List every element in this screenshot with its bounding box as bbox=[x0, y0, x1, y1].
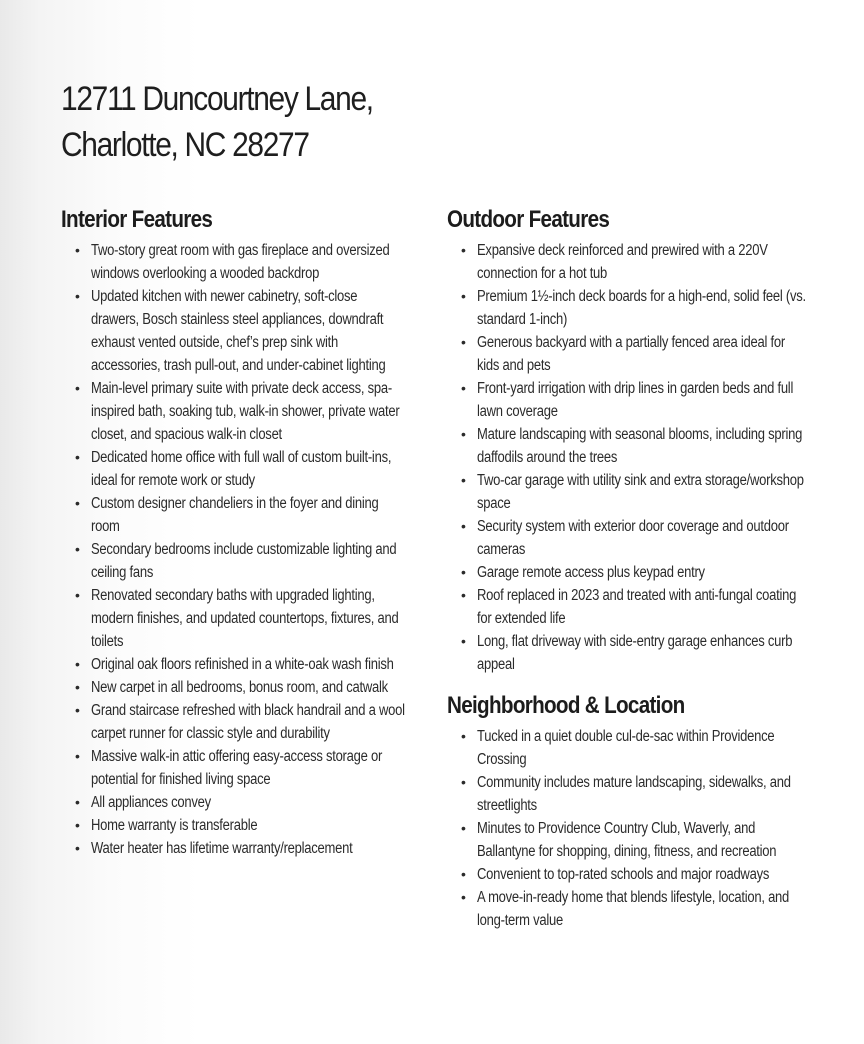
feature-text: Roof replaced in 2023 and treated with anti-fungal coating for extended life bbox=[477, 587, 797, 627]
feature-list-item bbox=[75, 699, 421, 745]
neighborhood-title: Neighborhood & Location bbox=[447, 692, 685, 719]
bullet-icon: • bbox=[75, 242, 80, 258]
feature-text: Water heater has lifetime warranty/replacement bbox=[91, 840, 353, 857]
feature-list-item bbox=[75, 791, 421, 814]
feature-text: Security system with exterior door coverage and outdoor cameras bbox=[477, 518, 789, 558]
bullet-icon: • bbox=[75, 817, 80, 833]
bullet-icon: • bbox=[75, 587, 80, 603]
feature-list-item bbox=[75, 814, 421, 837]
bullet-icon: • bbox=[461, 380, 466, 396]
feature-text: Renovated secondary baths with upgraded lighting, modern finishes, and updated countertops, fixtures, and toilets bbox=[91, 587, 399, 650]
bullet-icon: • bbox=[75, 288, 80, 304]
interior-features-list bbox=[61, 239, 421, 860]
bullet-icon: • bbox=[75, 679, 80, 695]
interior-features-title: Interior Features bbox=[61, 206, 213, 233]
feature-list-item bbox=[461, 584, 827, 630]
bullet-icon: • bbox=[461, 472, 466, 488]
bullet-icon: • bbox=[461, 633, 466, 649]
bullet-icon: • bbox=[461, 242, 466, 258]
feature-list-item bbox=[75, 492, 421, 538]
feature-text: Updated kitchen with newer cabinetry, soft-close drawers, Bosch stainless steel appliances, downdraft exhaust vented outside, chef’s prep sink with accessories, trash pull-out, and under-cabinet lighting bbox=[91, 288, 386, 374]
feature-text: Expansive deck reinforced and prewired with a 220V connection for a hot tub bbox=[477, 242, 768, 282]
feature-list-item bbox=[75, 676, 421, 699]
bullet-icon: • bbox=[75, 748, 80, 764]
feature-list-item bbox=[75, 745, 421, 791]
bullet-icon: • bbox=[75, 794, 80, 810]
feature-text: Convenient to top-rated schools and major roadways bbox=[477, 866, 770, 883]
feature-list-item bbox=[461, 886, 827, 932]
feature-text: Dedicated home office with full wall of custom built-ins, ideal for remote work or study bbox=[91, 449, 392, 489]
feature-text: Long, flat driveway with side-entry garage enhances curb appeal bbox=[477, 633, 793, 673]
feature-list-item bbox=[461, 630, 827, 676]
feature-text: New carpet in all bedrooms, bonus room, and catwalk bbox=[91, 679, 388, 696]
feature-text: Front-yard irrigation with drip lines in garden beds and full lawn coverage bbox=[477, 380, 794, 420]
address-city: Charlotte, NC 28277 bbox=[61, 126, 309, 164]
bullet-icon: • bbox=[461, 518, 466, 534]
feature-text: Two-story great room with gas fireplace and oversized windows overlooking a wooded backdrop bbox=[91, 242, 390, 282]
feature-text: Premium 1½-inch deck boards for a high-end, solid feel (vs. standard 1-inch) bbox=[477, 288, 806, 328]
feature-text: Original oak floors refinished in a white-oak wash finish bbox=[91, 656, 394, 673]
bullet-icon: • bbox=[75, 656, 80, 672]
bullet-icon: • bbox=[75, 702, 80, 718]
feature-text: Main-level primary suite with private deck access, spa-inspired bath, soaking tub, walk-in shower, private water closet, and spacious walk-in closet bbox=[91, 380, 400, 443]
feature-list-item bbox=[461, 817, 827, 863]
feature-list-item bbox=[75, 285, 421, 377]
bullet-icon: • bbox=[461, 866, 466, 882]
bullet-icon: • bbox=[461, 889, 466, 905]
feature-list-item bbox=[75, 377, 421, 446]
right-column bbox=[447, 205, 827, 932]
feature-text: Generous backyard with a partially fenced area ideal for kids and pets bbox=[477, 334, 785, 374]
section-spacer bbox=[447, 676, 827, 691]
feature-list-item bbox=[461, 469, 827, 515]
outdoor-features-title: Outdoor Features bbox=[447, 206, 610, 233]
feature-text: All appliances convey bbox=[91, 794, 211, 811]
feature-list-item bbox=[75, 837, 421, 860]
feature-text: Tucked in a quiet double cul-de-sac within Providence Crossing bbox=[477, 728, 775, 768]
feature-list-item bbox=[461, 331, 827, 377]
property-address bbox=[61, 76, 413, 168]
feature-text: Custom designer chandeliers in the foyer and dining room bbox=[91, 495, 379, 535]
feature-list-item bbox=[461, 771, 827, 817]
bullet-icon: • bbox=[75, 840, 80, 856]
feature-list-item bbox=[75, 584, 421, 653]
outdoor-features-section bbox=[447, 205, 827, 676]
bullet-icon: • bbox=[461, 587, 466, 603]
bullet-icon: • bbox=[461, 288, 466, 304]
bullet-icon: • bbox=[75, 495, 80, 511]
feature-list-item bbox=[461, 561, 827, 584]
bullet-icon: • bbox=[461, 820, 466, 836]
neighborhood-list bbox=[447, 725, 827, 932]
address-street: 12711 Duncourtney Lane, bbox=[61, 80, 373, 118]
bullet-icon: • bbox=[75, 380, 80, 396]
feature-list-item bbox=[461, 423, 827, 469]
feature-list-item bbox=[461, 863, 827, 886]
bullet-icon: • bbox=[461, 426, 466, 442]
feature-list-item bbox=[461, 515, 827, 561]
interior-features-section bbox=[61, 205, 421, 860]
bullet-icon: • bbox=[75, 541, 80, 557]
feature-text: Garage remote access plus keypad entry bbox=[477, 564, 705, 581]
feature-text: Mature landscaping with seasonal blooms, including spring daffodils around the trees bbox=[477, 426, 803, 466]
bullet-icon: • bbox=[461, 774, 466, 790]
feature-text: Secondary bedrooms include customizable lighting and ceiling fans bbox=[91, 541, 397, 581]
feature-text: Massive walk-in attic offering easy-access storage or potential for finished living space bbox=[91, 748, 383, 788]
feature-list-item bbox=[461, 377, 827, 423]
outdoor-features-list bbox=[447, 239, 827, 676]
feature-list-item bbox=[75, 538, 421, 584]
feature-list-item bbox=[461, 725, 827, 771]
feature-text: Minutes to Providence Country Club, Waverly, and Ballantyne for shopping, dining, fitness, and recreation bbox=[477, 820, 777, 860]
bullet-icon: • bbox=[461, 564, 466, 580]
feature-list-item bbox=[75, 446, 421, 492]
feature-text: Community includes mature landscaping, sidewalks, and streetlights bbox=[477, 774, 791, 814]
feature-list-item bbox=[461, 239, 827, 285]
feature-list-item bbox=[461, 285, 827, 331]
neighborhood-section bbox=[447, 691, 827, 932]
bullet-icon: • bbox=[461, 728, 466, 744]
bullet-icon: • bbox=[461, 334, 466, 350]
feature-list-item bbox=[75, 239, 421, 285]
feature-text: Two-car garage with utility sink and extra storage/workshop space bbox=[477, 472, 804, 512]
feature-list-item bbox=[75, 653, 421, 676]
feature-text: Home warranty is transferable bbox=[91, 817, 258, 834]
feature-text: Grand staircase refreshed with black handrail and a wool carpet runner for classic style and durability bbox=[91, 702, 405, 742]
bullet-icon: • bbox=[75, 449, 80, 465]
feature-text: A move-in-ready home that blends lifestyle, location, and long-term value bbox=[477, 889, 790, 929]
